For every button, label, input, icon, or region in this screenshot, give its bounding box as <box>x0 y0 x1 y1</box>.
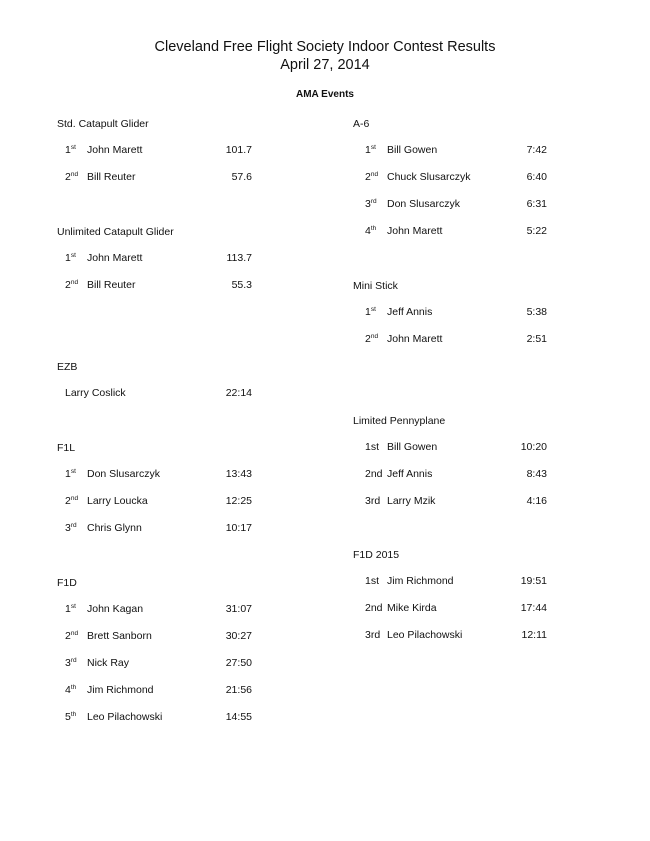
place-number: 2 <box>365 333 371 345</box>
place-number: 2 <box>65 279 71 291</box>
result-value: 14:55 <box>225 711 252 723</box>
result-value: 5:38 <box>526 306 547 318</box>
result-value: 55.3 <box>231 279 252 291</box>
place-suffix: nd <box>70 630 79 637</box>
result-value: 2:51 <box>526 333 547 345</box>
place-number: 1st <box>365 441 380 453</box>
place-label <box>365 494 380 508</box>
place-number: 2 <box>65 171 71 183</box>
event-heading: F1D <box>57 577 77 589</box>
document-date: April 27, 2014 <box>280 57 370 73</box>
result-value: 10:17 <box>225 522 252 534</box>
competitor-name: Jim Richmond <box>387 575 454 587</box>
place-suffix: nd <box>370 171 379 178</box>
place-number: 3 <box>65 657 71 669</box>
place-number: 5 <box>65 711 71 723</box>
place-suffix: rd <box>70 657 77 664</box>
result-value: 27:50 <box>225 657 252 669</box>
place-label <box>65 143 76 157</box>
place-number: 2nd <box>365 468 383 480</box>
place-suffix: rd <box>370 198 377 205</box>
competitor-name: John Kagan <box>87 603 144 615</box>
place-number: 2 <box>65 630 71 642</box>
result-value: 10:20 <box>520 441 547 453</box>
place-suffix: th <box>70 711 77 718</box>
event-heading: F1L <box>57 442 76 454</box>
place-number: 1 <box>365 144 371 156</box>
event-heading: EZB <box>57 361 78 373</box>
competitor-name: Jeff Annis <box>387 468 433 480</box>
result-value: 5:22 <box>526 225 547 237</box>
result-value: 30:27 <box>225 630 252 642</box>
place-number: 3rd <box>365 495 381 507</box>
competitor-name: Chris Glynn <box>87 522 142 534</box>
place-number: 4 <box>65 684 71 696</box>
competitor-name: Leo Pilachowski <box>87 711 163 723</box>
place-label <box>65 278 78 292</box>
place-suffix: nd <box>370 333 379 340</box>
event-heading: Limited Pennyplane <box>353 415 446 427</box>
result-value: 22:14 <box>225 387 252 399</box>
place-label <box>365 574 379 588</box>
competitor-name: Bill Gowen <box>387 144 438 156</box>
result-value: 13:43 <box>225 468 252 480</box>
competitor-name: Jeff Annis <box>387 306 433 318</box>
place-suffix: st <box>370 144 376 151</box>
competitor-name: Don Slusarczyk <box>387 198 460 210</box>
place-number: 1 <box>65 144 71 156</box>
place-label <box>65 629 78 643</box>
result-value: 12:25 <box>225 495 252 507</box>
place-label <box>365 197 377 211</box>
result-value: 8:43 <box>526 468 547 480</box>
place-label <box>365 305 376 319</box>
competitor-name: Don Slusarczyk <box>87 468 160 480</box>
competitor-name: John Marett <box>387 225 443 237</box>
place-suffix: st <box>70 603 76 610</box>
competitor-name: Bill Reuter <box>87 171 136 183</box>
place-suffix: st <box>370 306 376 313</box>
competitor-name: John Marett <box>387 333 443 345</box>
place-label <box>65 170 78 184</box>
competitor-name: Larry Mzik <box>387 495 436 507</box>
result-value: 6:31 <box>526 198 547 210</box>
event-heading: Unlimited Catapult Glider <box>57 226 174 238</box>
place-label <box>65 710 76 724</box>
place-label <box>65 683 76 697</box>
place-label <box>65 656 77 670</box>
place-label <box>365 332 378 346</box>
place-label <box>65 602 76 616</box>
place-number: 3 <box>65 522 71 534</box>
place-number: 4 <box>365 225 371 237</box>
place-suffix: st <box>70 468 76 475</box>
result-value: 57.6 <box>231 171 252 183</box>
place-suffix: st <box>70 252 76 259</box>
competitor-name: Bill Reuter <box>87 279 136 291</box>
competitor-name: John Marett <box>87 252 143 264</box>
competitor-name: Jim Richmond <box>87 684 154 696</box>
competitor-name: Brett Sanborn <box>87 630 152 642</box>
place-label <box>365 628 380 642</box>
place-label <box>365 170 378 184</box>
result-value: 19:51 <box>520 575 547 587</box>
competitor-name: Nick Ray <box>87 657 130 669</box>
result-value: 12:11 <box>521 629 547 641</box>
place-label <box>365 467 383 481</box>
event-heading: Mini Stick <box>353 280 398 292</box>
place-suffix: rd <box>70 522 77 529</box>
competitor-name: Mike Kirda <box>387 602 437 614</box>
section-subtitle: AMA Events <box>296 89 354 100</box>
place-label <box>365 601 383 615</box>
place-suffix: th <box>70 684 77 691</box>
result-value: 101.7 <box>225 144 252 156</box>
place-number: 1 <box>65 603 71 615</box>
place-number: 1 <box>365 306 371 318</box>
place-label <box>365 143 376 157</box>
competitor-name: Bill Gowen <box>387 441 438 453</box>
place-label <box>365 440 379 454</box>
place-label <box>65 467 76 481</box>
event-heading: F1D 2015 <box>353 549 400 561</box>
place-label <box>365 224 376 238</box>
place-number: 2nd <box>365 602 383 614</box>
place-number: 1 <box>65 252 71 264</box>
competitor-name: Chuck Slusarczyk <box>387 171 471 183</box>
result-value: 6:40 <box>526 171 547 183</box>
place-suffix: nd <box>70 495 79 502</box>
place-number: 3rd <box>365 629 381 641</box>
place-suffix: st <box>70 144 76 151</box>
result-value: 17:44 <box>520 602 547 614</box>
place-suffix: th <box>370 225 377 232</box>
competitor-name: John Marett <box>87 144 143 156</box>
place-number: 2 <box>365 171 371 183</box>
place-number: 1st <box>365 575 380 587</box>
result-value: 113.7 <box>226 252 252 264</box>
place-number: 2 <box>65 495 71 507</box>
document-title: Cleveland Free Flight Society Indoor Contest Results <box>154 39 496 55</box>
result-value: 7:42 <box>526 144 547 156</box>
place-number: 3 <box>365 198 371 210</box>
result-value: 4:16 <box>526 495 547 507</box>
place-suffix: nd <box>70 171 79 178</box>
event-heading: A-6 <box>353 118 370 130</box>
competitor-name: Larry Coslick <box>65 387 126 399</box>
event-heading: Std. Catapult Glider <box>57 118 149 130</box>
place-label <box>65 521 77 535</box>
place-label <box>65 251 76 265</box>
place-number: 1 <box>65 468 71 480</box>
result-value: 21:56 <box>225 684 252 696</box>
place-suffix: nd <box>70 279 79 286</box>
competitor-name: Leo Pilachowski <box>387 629 463 641</box>
place-label <box>65 494 78 508</box>
competitor-name: Larry Loucka <box>87 495 148 507</box>
result-value: 31:07 <box>225 603 252 615</box>
